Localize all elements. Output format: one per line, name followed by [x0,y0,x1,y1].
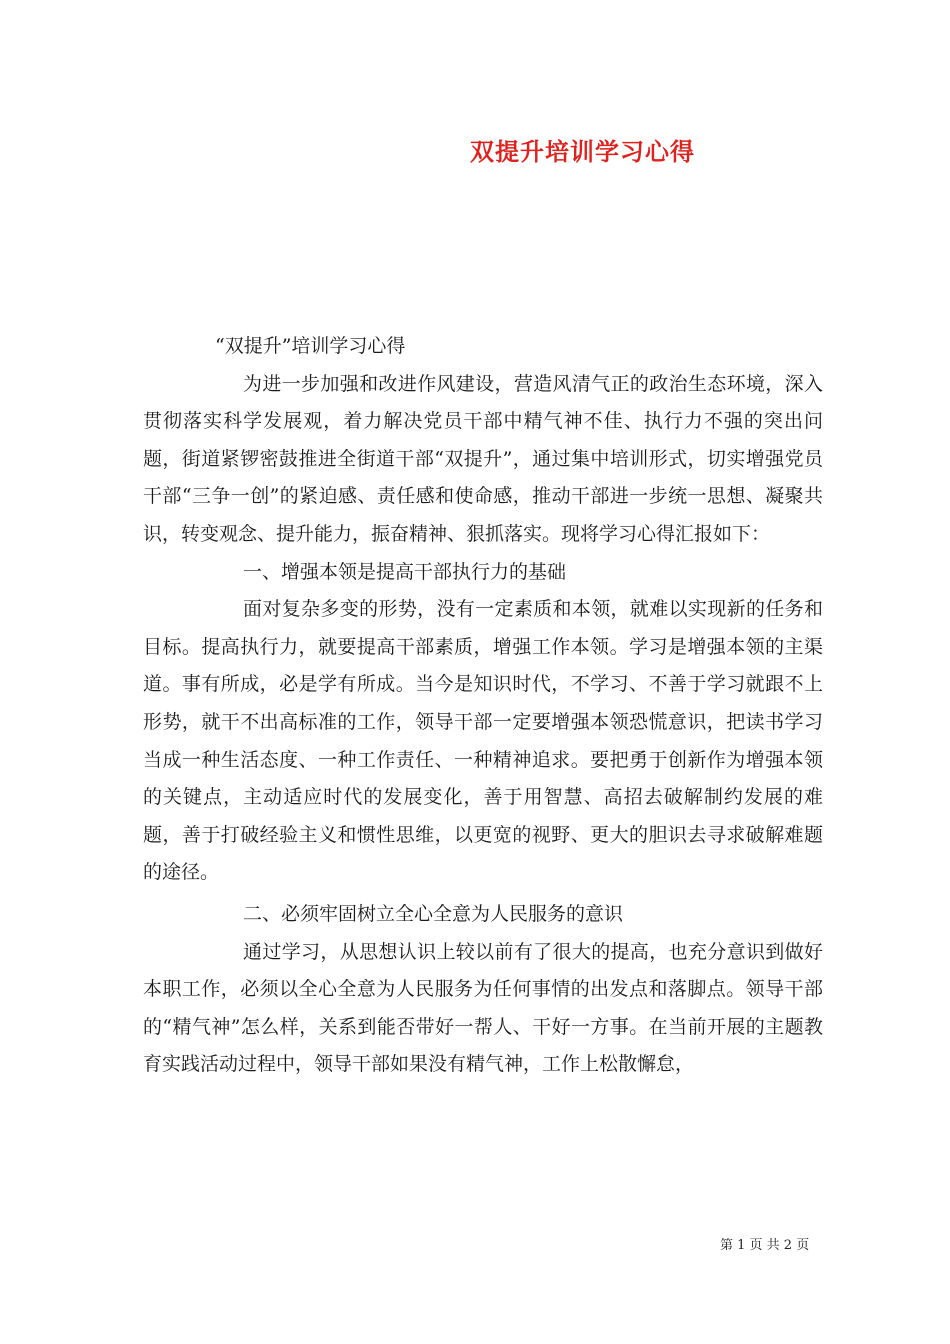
section-heading-1: 一、增强本领是提高干部执行力的基础 [243,560,567,583]
section-1-paragraph: 面对复杂多变的形势，没有一定素质和本领，就难以实现新的任务和目标。提高执行力，就要提高干部素质，增强工作本领。学习是增强本领的主渠道。事有所成，必是学有所成。当今是知识时代，不学习、不善于学习就跟不上形势，就干不出高标准的工作，领导干部一定要增强本领恐慌意识，把读书学习当成一种生活态度、一种工作责任、一种精神追求。要把勇于创新作为增强本领的关键点，主动适应时代的发展变化，善于用智慧、高招去破解制约发展的难题，善于打破经验主义和惯性思维，以更宽的视野、更大的胆识去寻求破解难题的途径。 [143,598,823,884]
section-2-paragraph: 通过学习，从思想认识上较以前有了很大的提高，也充分意识到做好本职工作，必须以全心全意为人民服务为任何事情的出发点和落脚点。领导干部的“精气神”怎么样，关系到能否带好一帮人、干好一方事。在当前开展的主题教育实践活动过程中，领导干部如果没有精气神，工作上松散懈怠， [143,940,823,1076]
document-subtitle: “双提升”培训学习心得 [215,335,406,357]
section-heading-2: 二、必须牢固树立全心全意为人民服务的意识 [243,902,624,925]
intro-paragraph: 为进一步加强和改进作风建设，营造风清气正的政治生态环境，深入贯彻落实科学发展观，着力解决党员干部中精气神不佳、执行力不强的突出问题，街道紧锣密鼓推进全街道干部“双提升”，通过集中培训形式，切实增强党员干部“三争一创”的紧迫感、责任感和使命感，推动干部进一步统一思想、凝聚共识，转变观念、提升能力，振奋精神、狠抓落实。现将学习心得汇报如下： [143,372,823,545]
document-body [143,328,823,1084]
document-title: 双提升培训学习心得 [470,137,695,166]
page-number: 第 1 页 共 2 页 [720,1238,810,1253]
